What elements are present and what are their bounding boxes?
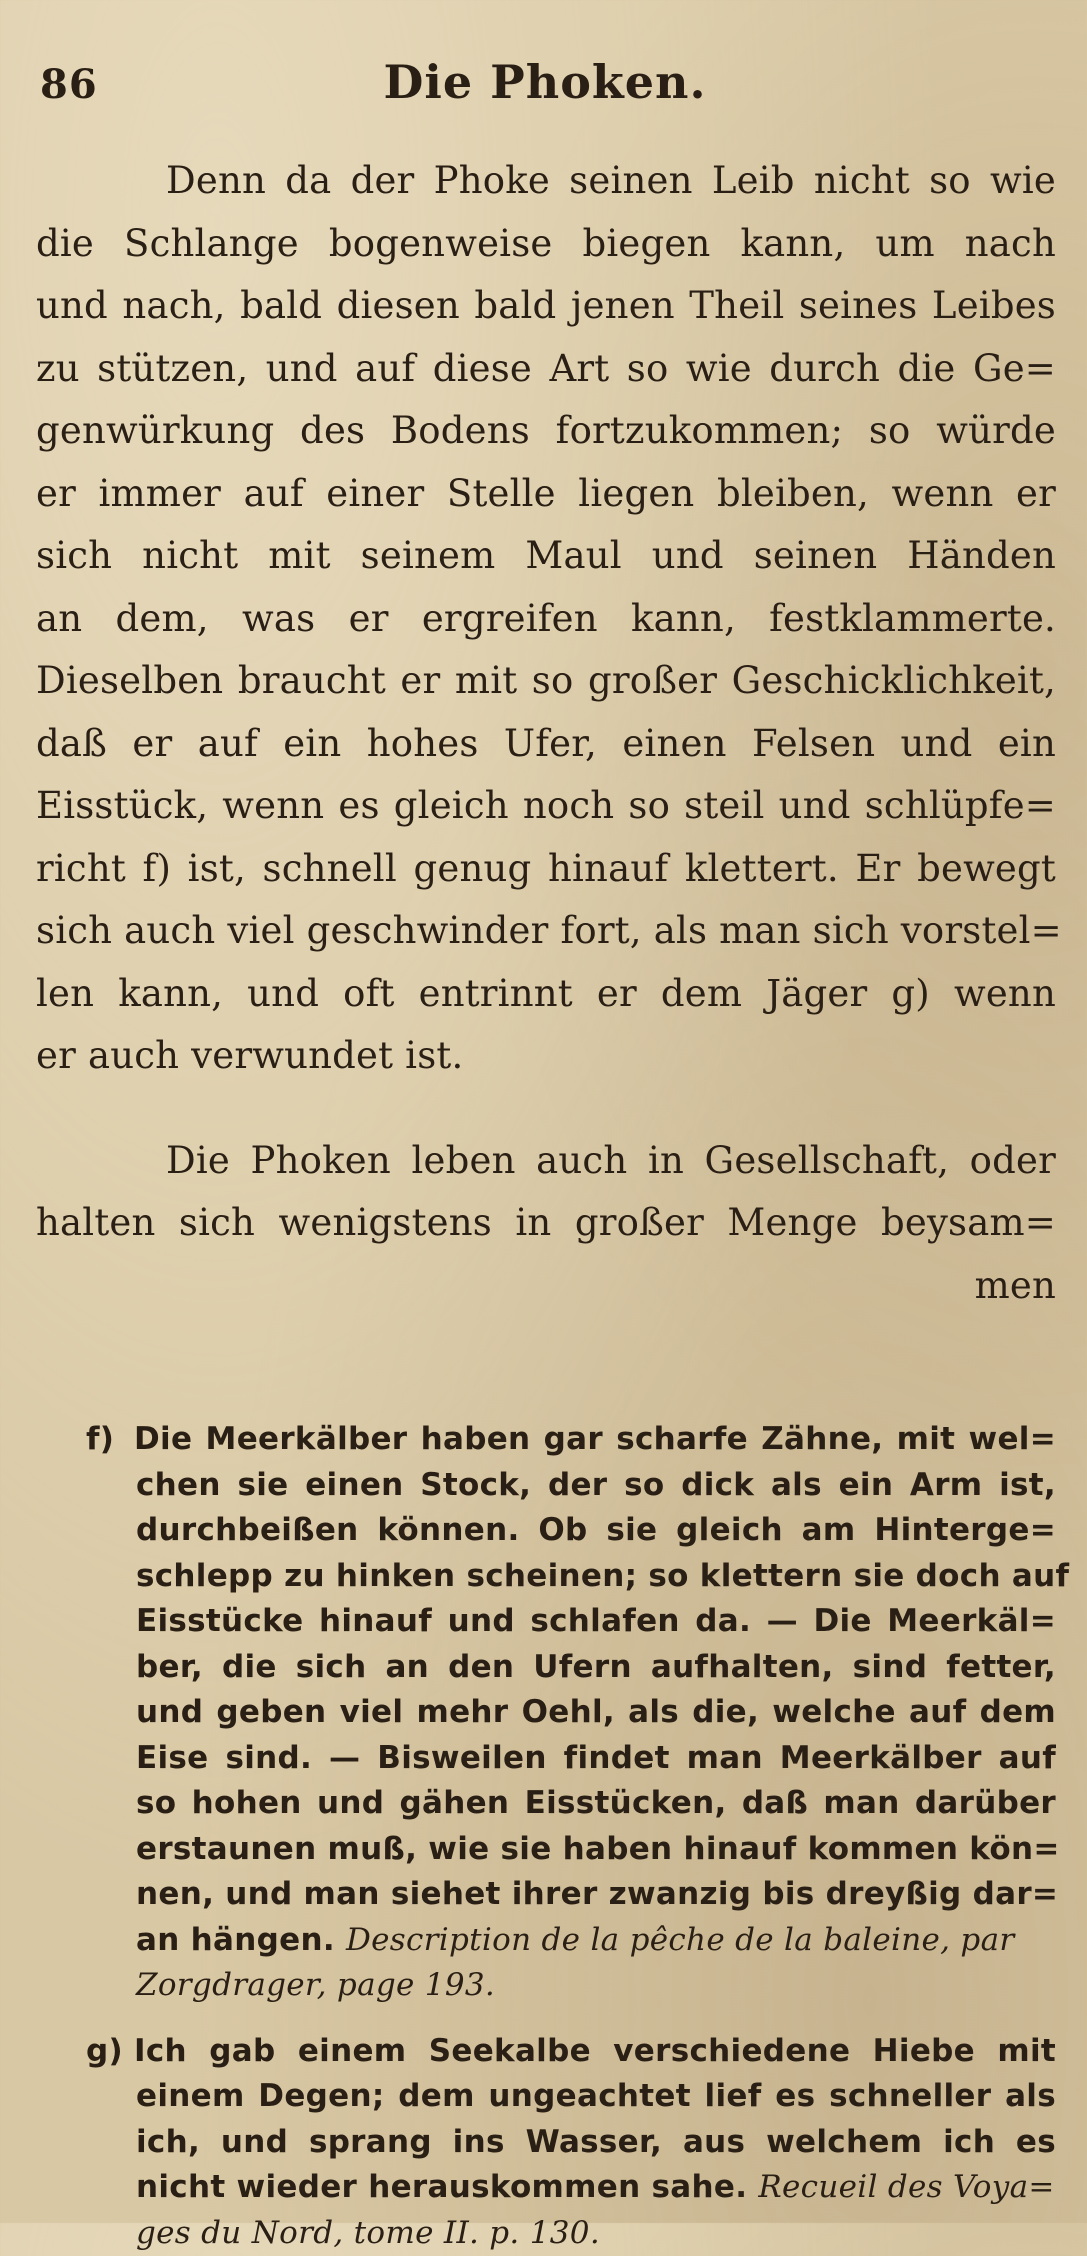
footnotes [36,1417,1056,2256]
footnote-line [36,2029,1056,2075]
text-line: len kann, und oft entrinnt er dem Jäger g) wenn [36,963,1056,1026]
footnote-line: nen, und man siehet ihrer zwanzig bis dreyßig dar= [36,1872,1056,1918]
text-line: er immer auf einer Stelle liegen bleiben, wenn er [36,463,1056,526]
text-line: zu stützen, und auf diese Art so wie durch die Ge= [36,338,1056,401]
citation: Description de la pêche de la baleine, par [346,1922,1014,1958]
text-line: halten sich wenigstens in großer Menge beysam= [36,1192,1056,1255]
paragraph-2 [36,1130,1056,1318]
footnote-marker: f) [86,1417,134,1463]
body-text [36,150,1056,2256]
footnote-line: ich, und sprang ins Wasser, aus welchem ich es [36,2120,1056,2166]
footnote-line: und geben viel mehr Oehl, als die, welche auf dem [36,1690,1056,1736]
text-line: Denn da der Phoke seinen Leib nicht so wie [36,150,1056,213]
footnote-gap [36,2009,1056,2029]
text-line: richt f) ist, schnell genug hinauf klettert. Er bewegt [36,838,1056,901]
text-line: die Schlange bogenweise biegen kann, um nach [36,213,1056,276]
paragraph-1 [36,150,1056,1088]
footnote-line [36,1417,1056,1463]
footnote-text: Die Meerkälber haben gar scharfe Zähne, mit wel= [134,1421,1056,1457]
footnote-line: ber, die sich an den Ufern aufhalten, sind fetter, [36,1645,1056,1691]
text-line: genwürkung des Bodens fortzukommen; so würde [36,400,1056,463]
footnote-line [36,1963,1056,2009]
footnote-line: einem Degen; dem ungeachtet lief es schneller als [36,2074,1056,2120]
footnote-text: Ich gab einem Seekalbe verschiedene Hiebe mit [134,2033,1056,2069]
text-line: daß er auf ein hohes Ufer, einen Felsen und ein [36,713,1056,776]
citation: Zorgdrager, page 193. [136,1967,495,2003]
text-line: sich nicht mit seinem Maul und seinen Händen [36,525,1056,588]
footnote-line: so hohen und gähen Eisstücken, daß man darüber [36,1781,1056,1827]
footnote-line: erstaunen muß, wie sie haben hinauf kommen kön= [36,1827,1056,1873]
footnote-g [36,2029,1056,2256]
footnote-text: nicht wieder herauskommen sahe. [136,2169,747,2205]
footnote-line: Eisstücke hinauf und schlafen da. — Die Meerkäl= [36,1599,1056,1645]
footnote-line: durchbeißen können. Ob sie gleich am Hinterge= [36,1508,1056,1554]
text-line: sich auch viel geschwinder fort, als man sich vorstel= [36,900,1056,963]
footnote-line: Eise sind. — Bisweilen findet man Meerkälber auf [36,1736,1056,1782]
page-number: 86 [40,61,98,108]
footnote-line: schlepp zu hinken scheinen; so klettern sie doch auf [36,1554,1056,1600]
footnote-line [36,2211,1056,2256]
footnote-marker: g) [86,2029,134,2075]
citation: Recueil des Voya= [758,2169,1054,2205]
text-line: er auch verwundet ist. [36,1025,1056,1088]
footnote-text: an hängen. [136,1922,335,1958]
text-line: Die Phoken leben auch in Gesellschaft, oder [36,1130,1056,1193]
catchword: men [36,1255,1056,1318]
running-title: Die Phoken. [40,55,1050,109]
footnote-line [36,2165,1056,2211]
footnote-line: chen sie einen Stock, der so dick als ein Arm ist, [36,1463,1056,1509]
citation: ges du Nord, tome II. p. 130. [136,2215,600,2251]
page-header [40,55,1050,125]
text-line: und nach, bald diesen bald jenen Theil seines Leibes [36,275,1056,338]
paragraph-gap [36,1088,1056,1130]
text-line: Dieselben braucht er mit so großer Geschicklichkeit, [36,650,1056,713]
text-line: an dem, was er ergreifen kann, festklammerte. [36,588,1056,651]
text-line: Eisstück, wenn es gleich noch so steil und schlüpfe= [36,775,1056,838]
footnote-line [36,1918,1056,1964]
footnote-separator [36,1317,1056,1417]
footnote-f [36,1417,1056,2009]
